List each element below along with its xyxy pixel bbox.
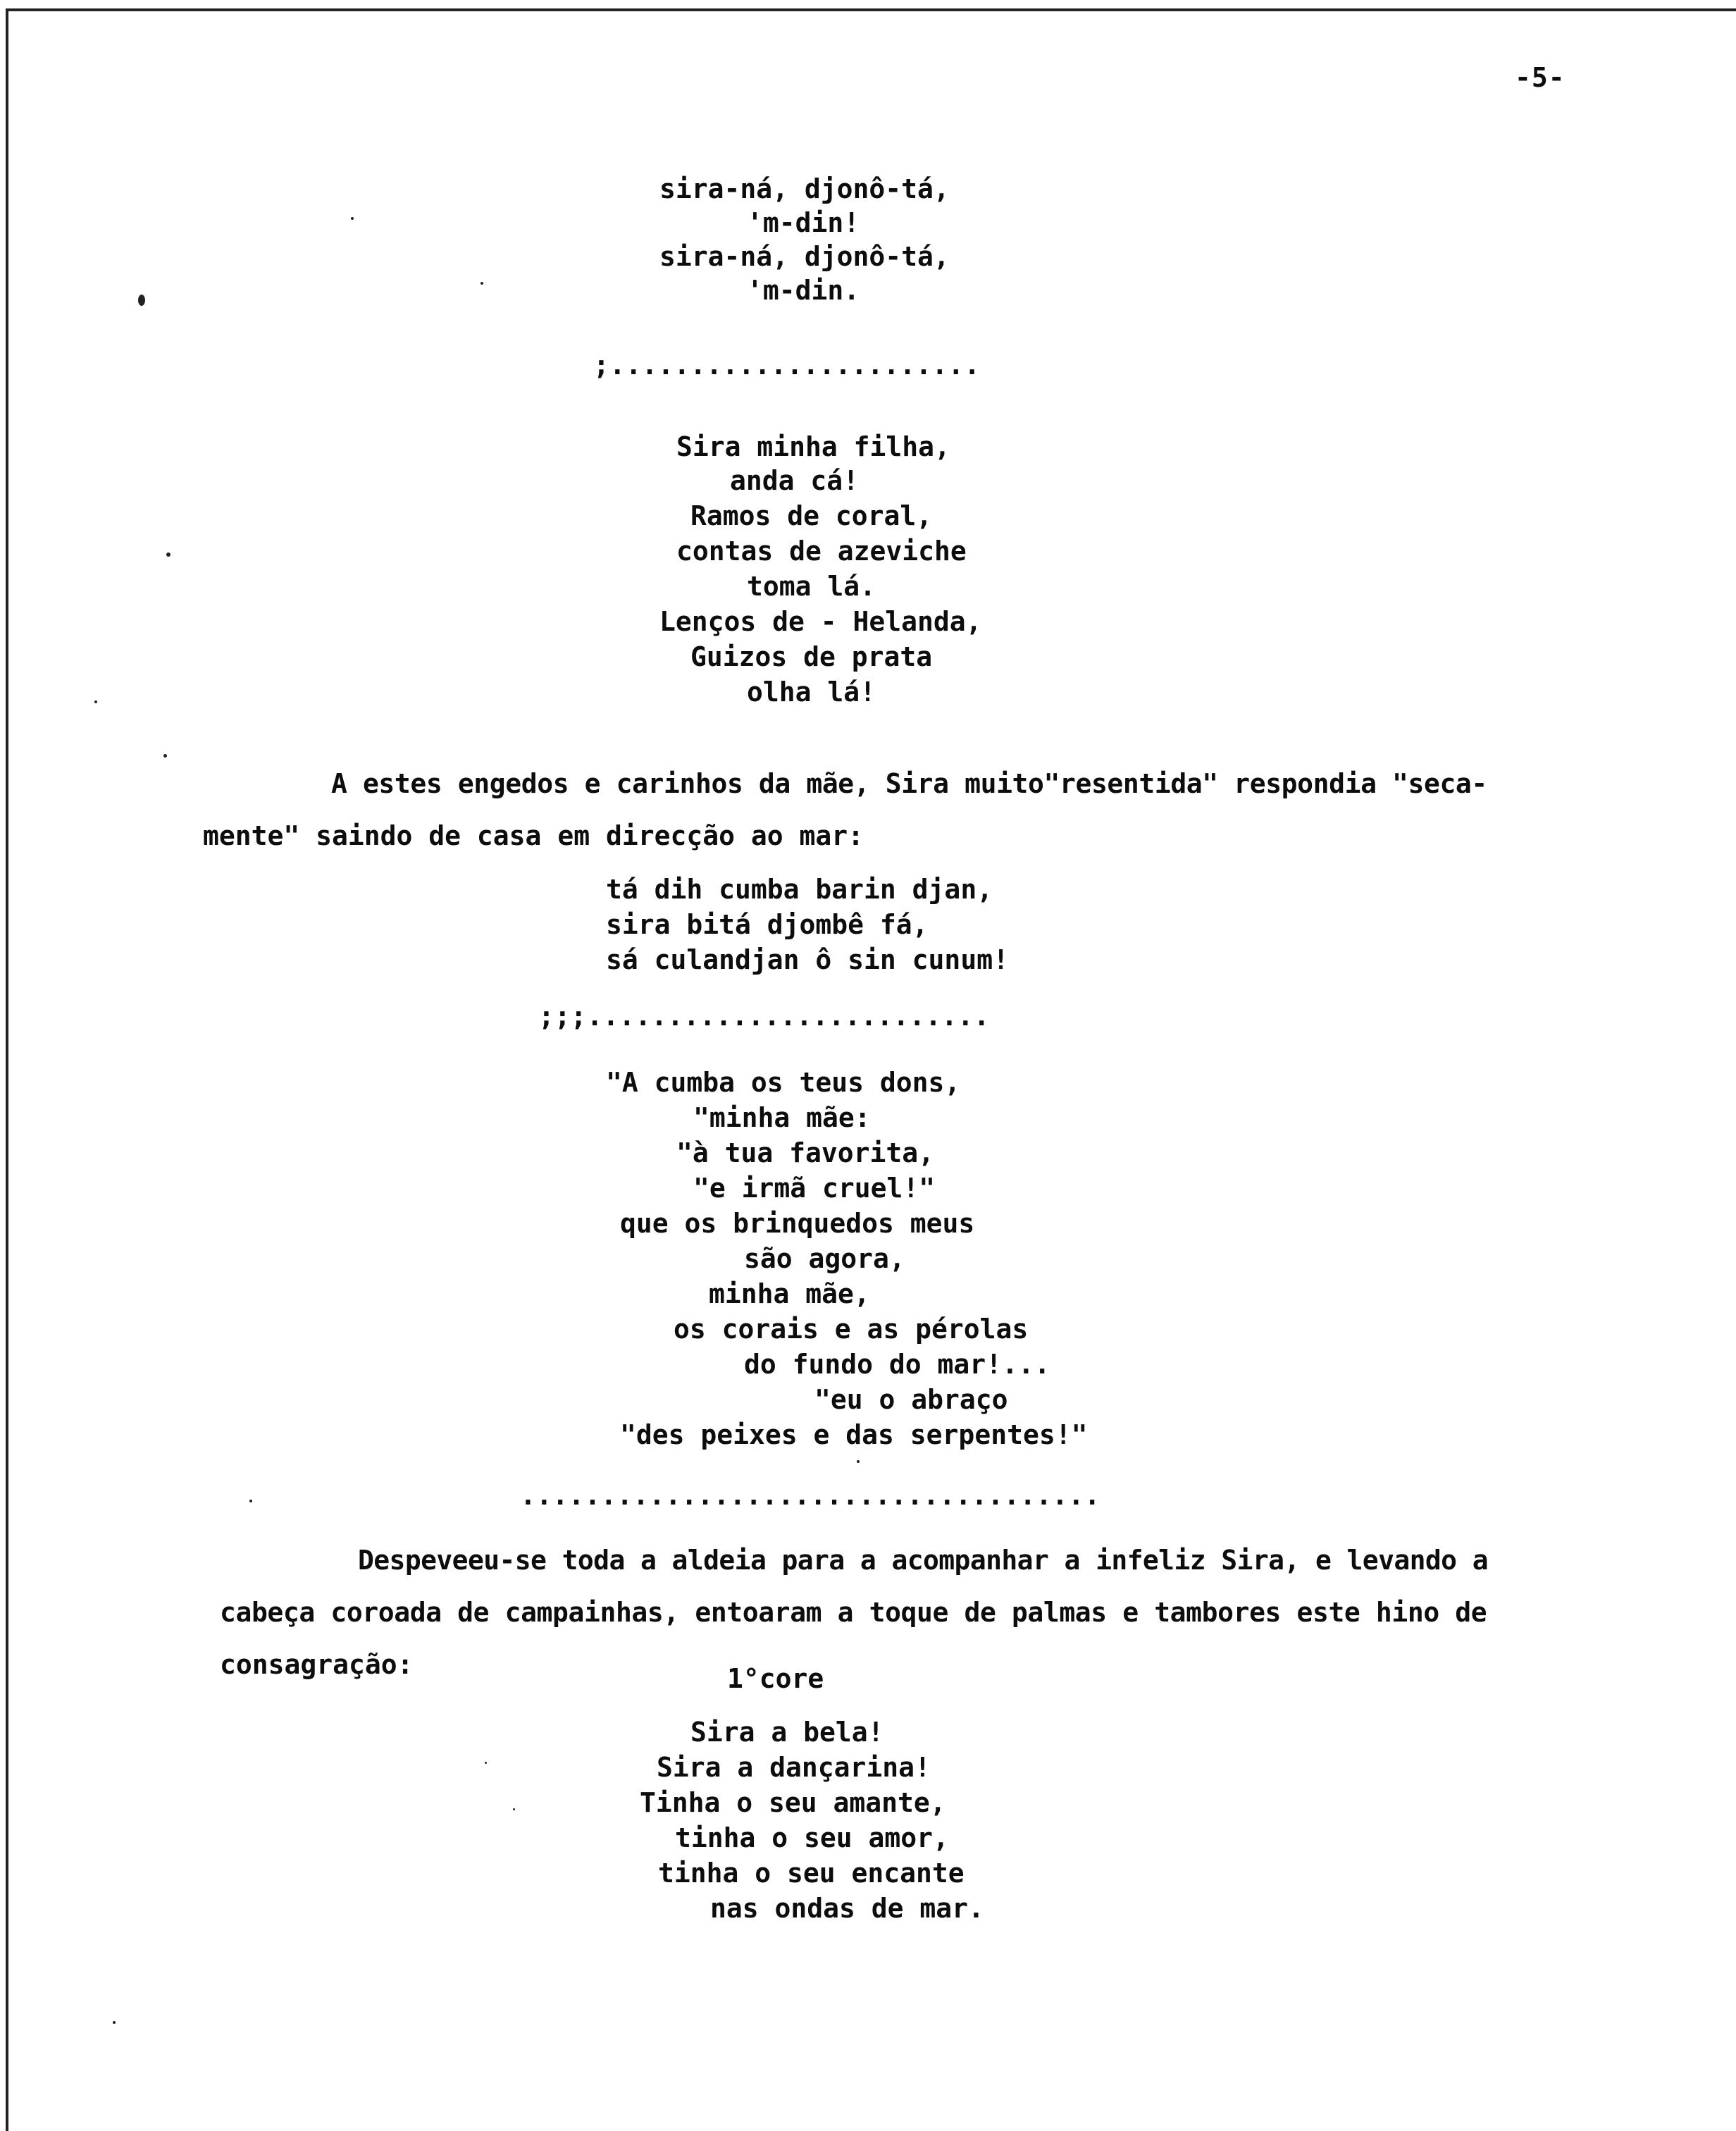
separator-dots: ....................................: [520, 1480, 1100, 1511]
prose-line: cabeça coroada de campainhas, entoaram a toque de palmas e tambores este hino de: [220, 1597, 1487, 1628]
scan-speck: [138, 295, 145, 306]
prose-line: mente" saindo de casa em direcção ao mar:: [203, 820, 864, 851]
verse-line: "des peixes e das serpentes!": [620, 1419, 1088, 1450]
scan-speck: [163, 754, 167, 758]
choir-heading: 1°core: [727, 1663, 824, 1694]
prose-line: consagração:: [220, 1649, 414, 1680]
verse-line: Sira a bela!: [690, 1717, 884, 1748]
verse-line: "eu o abraço: [814, 1384, 1008, 1415]
verse-line: Sira minha filha,: [676, 431, 950, 462]
scan-speck: [513, 1808, 515, 1810]
verse-line: os corais e as pérolas: [674, 1314, 1029, 1345]
verse-line: minha mãe,: [709, 1278, 870, 1309]
verse-line: olha lá!: [747, 677, 876, 708]
scan-speck: [249, 1500, 252, 1502]
verse-line: Guizos de prata: [690, 641, 933, 672]
scan-speck: [857, 1460, 860, 1463]
scan-speck: [113, 2021, 116, 2024]
verse-line: "à tua favorita,: [676, 1137, 935, 1168]
verse-line: sá culandjan ô sin cunum!: [606, 944, 1009, 975]
verse-line: Tinha o seu amante,: [640, 1787, 946, 1818]
scan-speck: [351, 217, 354, 220]
verse-line: sira-ná, djonô-tá,: [659, 241, 950, 272]
scan-speck: [480, 282, 483, 285]
scan-speck: [166, 552, 170, 557]
prose-line: A estes engedos e carinhos da mãe, Sira muito"resentida" respondia "seca-: [331, 768, 1487, 799]
scan-speck: [94, 700, 97, 703]
verse-line: que os brinquedos meus: [620, 1208, 975, 1239]
verse-line: sira-ná, djonô-tá,: [659, 173, 950, 204]
separator-dots: ;.......................: [593, 350, 981, 381]
verse-line: tinha o seu amor,: [675, 1822, 949, 1853]
page-border-top: [6, 8, 1736, 11]
verse-line: "minha mãe:: [693, 1102, 871, 1133]
verse-line: contas de azeviche: [676, 536, 967, 567]
verse-line: 'm-din!: [747, 207, 860, 238]
scan-speck: [485, 1762, 487, 1764]
verse-line: anda cá!: [730, 465, 860, 496]
verse-line: "e irmã cruel!": [693, 1173, 936, 1204]
verse-line: tinha o seu encante: [658, 1858, 965, 1889]
verse-line: nas ondas de mar.: [710, 1893, 984, 1924]
verse-line: toma lá.: [747, 571, 876, 602]
page-border-left: [6, 8, 8, 2131]
verse-line: Lenços de - Helanda,: [659, 606, 982, 637]
page-number: -5-: [1515, 62, 1566, 93]
verse-line: tá dih cumba barin djan,: [606, 874, 993, 905]
verse-line: são agora,: [744, 1243, 905, 1274]
verse-line: 'm-din.: [747, 275, 860, 306]
verse-line: do fundo do mar!...: [744, 1349, 1050, 1380]
verse-line: "A cumba os teus dons,: [606, 1067, 961, 1098]
verse-line: Sira a dançarina!: [657, 1752, 931, 1783]
prose-line: Despeveeu-se toda a aldeia para a acompanhar a infeliz Sira, e levando a: [358, 1545, 1489, 1576]
verse-line: sira bitá djombê fá,: [606, 909, 929, 940]
separator-dots: ;;;.........................: [538, 1001, 990, 1032]
verse-line: Ramos de coral,: [690, 500, 933, 531]
